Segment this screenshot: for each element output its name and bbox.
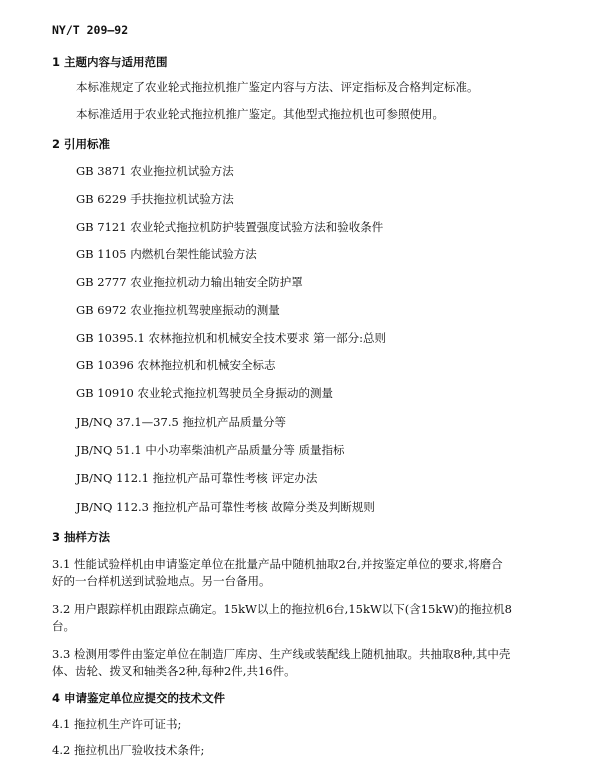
reference-item: JB/NQ 37.1—37.5 拖拉机产品质量分等 [76, 415, 286, 429]
reference-item: JB/NQ 112.1 拖拉机产品可靠性考核 评定办法 [76, 471, 318, 485]
section-3-2-line: 台。 [52, 619, 75, 633]
reference-item: GB 7121 农业轮式拖拉机防护装置强度试验方法和验收条件 [76, 220, 384, 234]
reference-item: GB 3871 农业拖拉机试验方法 [76, 164, 234, 178]
section-1-heading: 1 主题内容与适用范围 [52, 55, 168, 69]
reference-item: GB 1105 内燃机台架性能试验方法 [76, 247, 257, 261]
section-3-3-line: 3.3 检测用零件由鉴定单位在制造厂库房、生产线或装配线上随机抽取。共抽取8种,其中壳 [52, 647, 511, 661]
reference-item: GB 10910 农业轮式拖拉机驾驶员全身振动的测量 [76, 386, 334, 400]
section-1-paragraph: 本标准规定了农业轮式拖拉机推广鉴定内容与方法、评定指标及合格判定标准。 [76, 80, 479, 94]
section-3-2-line: 3.2 用户跟踪样机由跟踪点确定。15kW以上的拖拉机6台,15kW以下(含15kW)的拖拉机8 [52, 602, 512, 616]
section-2-heading: 2 引用标准 [52, 137, 111, 151]
reference-item: GB 6972 农业拖拉机驾驶座振动的测量 [76, 303, 280, 317]
section-4-item: 4.2 拖拉机出厂验收技术条件; [52, 743, 205, 757]
section-4-heading: 4 申请鉴定单位应提交的技术文件 [52, 691, 226, 705]
reference-item: GB 10395.1 农林拖拉机和机械安全技术要求 第一部分:总则 [76, 331, 387, 345]
section-3-3-line: 体、齿轮、拨叉和轴类各2种,每种2件,共16件。 [52, 664, 296, 678]
reference-item: GB 2777 农业拖拉机动力输出轴安全防护罩 [76, 275, 303, 289]
section-4-item: 4.1 拖拉机生产许可证书; [52, 717, 182, 731]
reference-item: GB 10396 农林拖拉机和机械安全标志 [76, 358, 276, 372]
reference-item: JB/NQ 51.1 中小功率柴油机产品质量分等 质量指标 [76, 443, 345, 457]
section-3-heading: 3 抽样方法 [52, 530, 111, 544]
section-1-paragraph: 本标准适用于农业轮式拖拉机推广鉴定。其他型式拖拉机也可参照使用。 [76, 107, 444, 121]
reference-item: JB/NQ 112.3 拖拉机产品可靠性考核 故障分类及判断规则 [76, 500, 375, 514]
reference-item: GB 6229 手扶拖拉机试验方法 [76, 192, 234, 206]
section-3-1-line: 好的一台样机送到试验地点。另一台备用。 [52, 574, 271, 588]
standard-code-header: NY/T 209—92 [52, 23, 129, 37]
section-3-1-line: 3.1 性能试验样机由申请鉴定单位在批量产品中随机抽取2台,并按鉴定单位的要求,将磨合 [52, 557, 503, 571]
